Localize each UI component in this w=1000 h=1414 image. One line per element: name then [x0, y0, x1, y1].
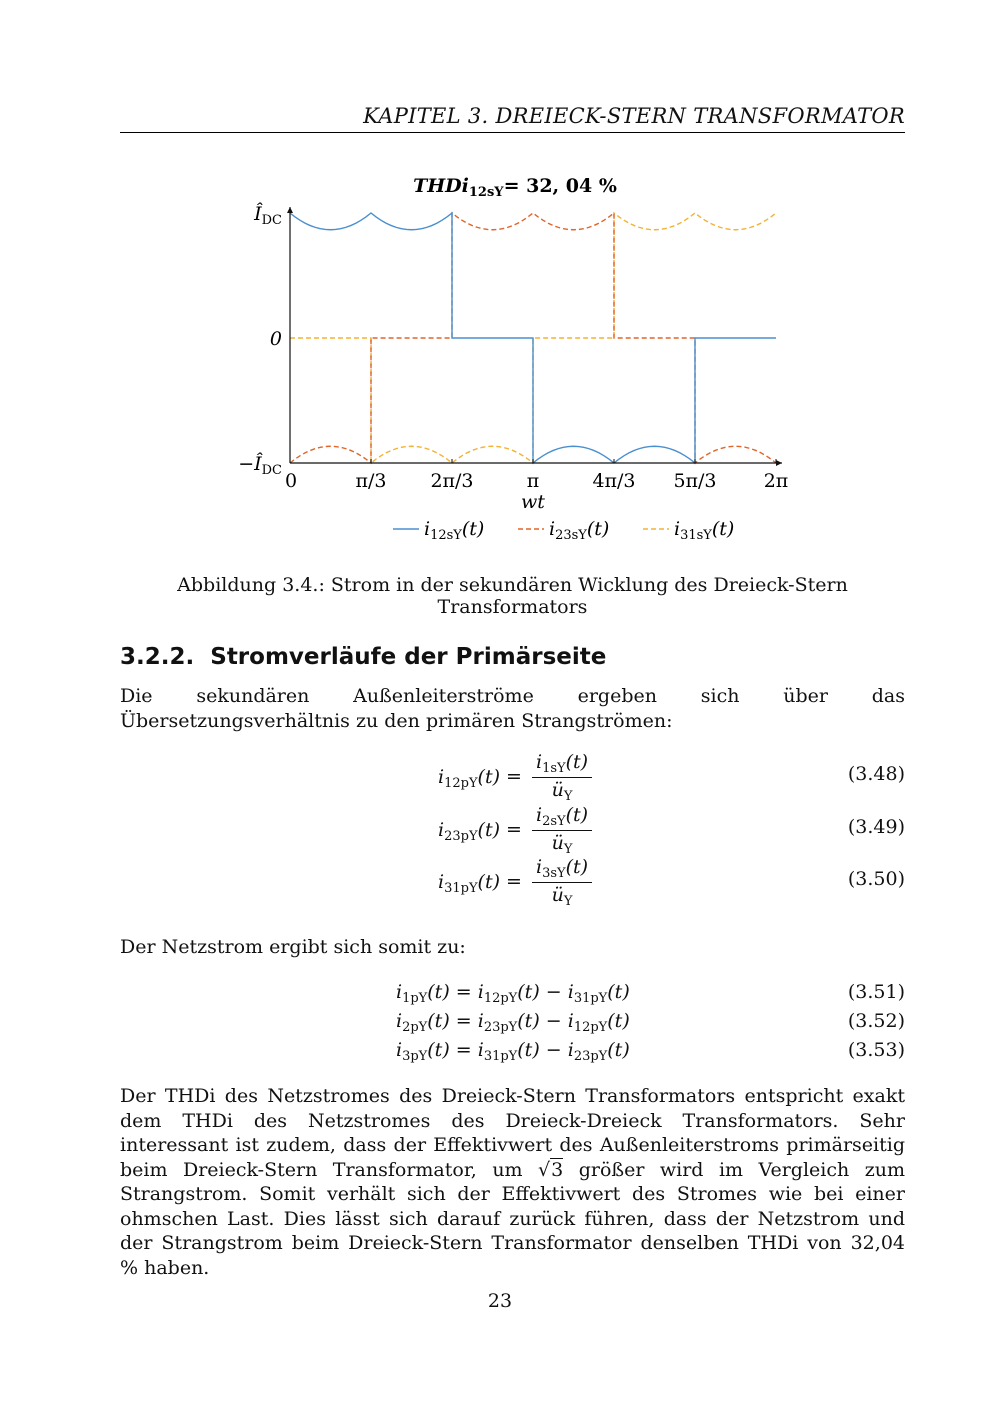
section-number: 3.2.2. — [120, 644, 195, 670]
x-tick-label: 2π — [763, 470, 789, 492]
sqrt-radicand: 3 — [551, 1158, 564, 1181]
equation-number: (3.52) — [847, 1010, 905, 1032]
equation-number: (3.50) — [847, 868, 905, 890]
x-tick-label: 2π/3 — [430, 470, 474, 492]
sqrt-symbol: √3 — [538, 1158, 564, 1181]
legend-label-tail: (t) — [586, 518, 610, 540]
chart-title-suffix: = 32, 04 % — [503, 175, 617, 197]
x-axis-label: wt — [521, 491, 545, 513]
legend-label-tail: (t) — [711, 518, 735, 540]
equation-3.51: $i_{1pY}(t) = i_{12pY}(t) - i_{31pY}(t)$ — [396, 981, 630, 1006]
running-header: KAPITEL 3. DREIECK-STERN TRANSFORMATOR — [363, 104, 905, 128]
thdi-text-after: größer wird im Vergleich zum Strangstrom. Somit verhält sich der Effektivwert des Stromes wie bei einer ohmschen Last. Dies lässt sich darauf zurück führen, dass der Netzstrom und der Strangstrom beim Dreieck-Stern Transformator denselben THDi von 32,04 % haben. — [120, 1158, 905, 1279]
y-tick-prefix: − — [238, 453, 255, 475]
figure-chart — [225, 168, 805, 553]
equation-3.48: $i_{12pY}(t)$ = $\frac{i_{1sY}(t)}{ü_Y}$ — [438, 751, 592, 804]
figure-caption: Abbildung 3.4.: Strom in der sekundären Wicklung des Dreieck-Stern Transformators — [177, 574, 848, 618]
paragraph-intro: Die sekundären Außenleiterströme ergeben sich über das Übersetzungsverhältnis zu den primären Strangströmen: — [120, 685, 905, 732]
legend-label-23sY — [549, 518, 609, 543]
section-title: Stromverläufe der Primärseite — [210, 644, 607, 670]
legend-label-tail: (t) — [461, 518, 485, 540]
paragraph-thdi — [120, 1084, 905, 1280]
page-number: 23 — [487, 1290, 513, 1312]
axes-layer — [287, 207, 782, 466]
legend-label-sub: 31sY — [680, 528, 712, 543]
y-tick-label — [253, 202, 282, 228]
x-tick-label: 4π/3 — [592, 470, 636, 492]
y-tick-label — [270, 328, 282, 350]
y-tick-main: Î — [254, 203, 262, 225]
equation-number: (3.48) — [847, 763, 905, 785]
legend-label-main: i — [549, 518, 556, 540]
y-tick-sub: DC — [261, 213, 282, 228]
y-tick-sub: DC — [261, 463, 282, 478]
series-layer — [290, 213, 776, 463]
equation-number: (3.53) — [847, 1039, 905, 1061]
y-axis-arrow — [287, 207, 293, 213]
x-tick-label: 5π/3 — [673, 470, 717, 492]
header-rule — [120, 132, 905, 133]
equation-3.49: $i_{23pY}(t)$ = $\frac{i_{2sY}(t)}{ü_Y}$ — [438, 804, 592, 857]
legend-label-sub: 12sY — [430, 528, 462, 543]
equation-number: (3.51) — [847, 981, 905, 1003]
y-tick-main: 0 — [269, 328, 282, 350]
x-tick-label: 0 — [284, 470, 298, 492]
chart-title — [413, 175, 617, 200]
ticks-layer — [238, 202, 788, 492]
legend-label-12sY — [424, 518, 484, 543]
legend — [393, 518, 734, 543]
chart-title-sub: 12sY — [468, 185, 504, 200]
equation-3.52: $i_{2pY}(t) = i_{23pY}(t) - i_{12pY}(t)$ — [396, 1010, 630, 1035]
y-tick-label — [238, 452, 282, 478]
section-heading — [120, 644, 606, 670]
legend-label-main: i — [424, 518, 431, 540]
legend-label-sub: 23sY — [555, 528, 587, 543]
legend-label-main: i — [674, 518, 681, 540]
equation-3.53: $i_{3pY}(t) = i_{31pY}(t) - i_{23pY}(t)$ — [396, 1039, 630, 1064]
y-tick-main: Î — [254, 453, 262, 475]
legend-label-31sY — [674, 518, 734, 543]
thdi-text-before: Der THDi des Netzstromes des Dreieck-Stern Transformators entspricht exakt dem THDi des Netzstromes des Dreieck-Dreieck Transformators. Sehr interessant ist zudem, dass der Effektivwert des Außenleiterstroms primärseitig beim Dreieck-Stern Transformator, um — [120, 1085, 905, 1181]
equation-3.50: $i_{31pY}(t)$ = $\frac{i_{3sY}(t)}{ü_Y}$ — [438, 856, 592, 909]
chart-title-prefix: THDi — [413, 175, 469, 197]
paragraph-netzstrom: Der Netzstrom ergibt sich somit zu: — [120, 936, 466, 958]
x-axis-arrow — [776, 460, 782, 466]
x-tick-label: π — [526, 470, 540, 492]
x-tick-label: π/3 — [355, 470, 387, 492]
equation-number: (3.49) — [847, 816, 905, 838]
